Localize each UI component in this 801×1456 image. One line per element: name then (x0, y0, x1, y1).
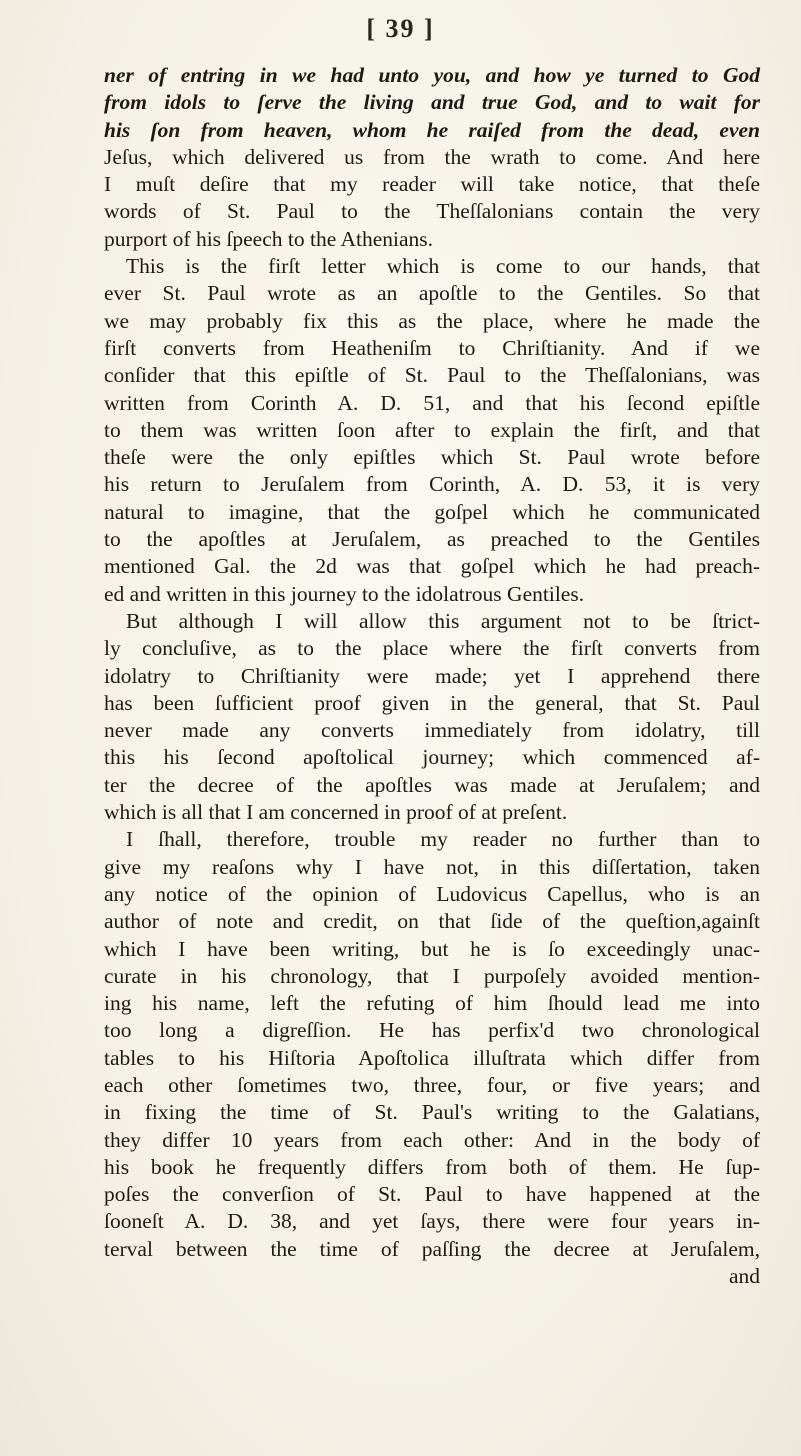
text-line: his book he frequently differs from both of them. He ſup- (104, 1154, 760, 1179)
text-line: conſider that this epiſtle of St. Paul to the Theſſalonians, was (104, 363, 760, 388)
text-line: words of St. Paul to the Theſſalonians contain the very (104, 199, 760, 224)
text-line: terval between the time of paſſing the decree at Jeruſalem, (104, 1236, 760, 1261)
text-line: we may probably fix this as the place, where he made the (104, 308, 760, 333)
text-line: purport of his ſpeech to the Athenians. (104, 226, 433, 251)
text-line: Jeſus, which delivered us from the wrath to come. And here (104, 144, 760, 169)
text-line: any notice of the opinion of Ludovicus Capellus, who is an (104, 881, 760, 906)
text-line: This is the firſt letter which is come to our hands, that (126, 254, 760, 279)
text-line: ever St. Paul wrote as an apoſtle to the Gentiles. So that (104, 281, 760, 306)
text-line: his ſon from heaven, whom he raiſed from the dead, even (104, 117, 760, 142)
text-line: ed and written in this journey to the idolatrous Gentiles. (104, 581, 585, 606)
body-text (104, 62, 760, 1290)
text-line: written from Corinth A. D. 51, and that his ſecond epiſtle (104, 390, 760, 415)
text-line: curate in his chronology, that I purpoſely avoided mention- (104, 963, 760, 988)
text-line: from idols to ſerve the living and true God, and to wait for (104, 90, 760, 115)
text-line: idolatry to Chriſtianity were made; yet I apprehend there (104, 663, 760, 688)
text-line: which is all that I am concerned in proof of at preſent. (104, 800, 568, 825)
text-line: ter the decree of the apoſtles was made at Jeruſalem; and (104, 772, 760, 797)
text-line: this his ſecond apoſtolical journey; which commenced af- (104, 745, 760, 770)
text-line: I muſt deſire that my reader will take notice, that theſe (104, 172, 760, 197)
text-line: mentioned Gal. the 2d was that goſpel which he had preach- (104, 554, 760, 579)
text-line: But although I will allow this argument not to be ſtrict- (126, 608, 760, 633)
text-line: ſooneſt A. D. 38, and yet ſays, there were four years in- (104, 1209, 760, 1234)
text-line: too long a digreſſion. He has perfix'd two chronological (104, 1018, 760, 1043)
text-line: ly concluſive, as to the place where the firſt converts from (104, 636, 760, 661)
text-line: give my reaſons why I have not, in this diſſertation, taken (104, 854, 760, 879)
text-line: to them was written ſoon after to explain the firſt, and that (104, 417, 760, 442)
text-line: author of note and credit, on that ſide of the queſtion,againſt (104, 909, 760, 934)
text-line: theſe were the only epiſtles which St. Paul wrote before (104, 445, 760, 470)
catchword: and (728, 1264, 760, 1289)
text-line: which I have been writing, but he is ſo exceedingly unac- (104, 936, 760, 961)
page-number: [ 39 ] (366, 14, 435, 43)
text-line: firſt converts from Heatheniſm to Chriſtianity. And if we (104, 335, 760, 360)
text-line: I ſhall, therefore, trouble my reader no further than to (126, 827, 760, 852)
text-line: never made any converts immediately from idolatry, till (104, 718, 760, 743)
text-line: ner of entring in we had unto you, and how ye turned to God (104, 63, 760, 87)
text-line: has been ſufficient proof given in the general, that St. Paul (104, 690, 760, 715)
text-line: poſes the converſion of St. Paul to have happened at the (104, 1182, 760, 1207)
text-line: ing his name, left the refuting of him ſhould lead me into (104, 991, 760, 1016)
text-line: they differ 10 years from each other: And in the body of (104, 1127, 760, 1152)
text-line: natural to imagine, that the goſpel which he communicated (104, 499, 760, 524)
text-line: to the apoſtles at Jeruſalem, as preached to the Gentiles (104, 527, 760, 552)
text-line: his return to Jeruſalem from Corinth, A. D. 53, it is very (104, 472, 760, 497)
text-line: tables to his Hiſtoria Apoſtolica illuſtrata which differ from (104, 1045, 760, 1070)
text-line: each other ſometimes two, three, four, or five years; and (104, 1072, 760, 1097)
text-line: in fixing the time of St. Paul's writing to the Galatians, (104, 1100, 760, 1125)
